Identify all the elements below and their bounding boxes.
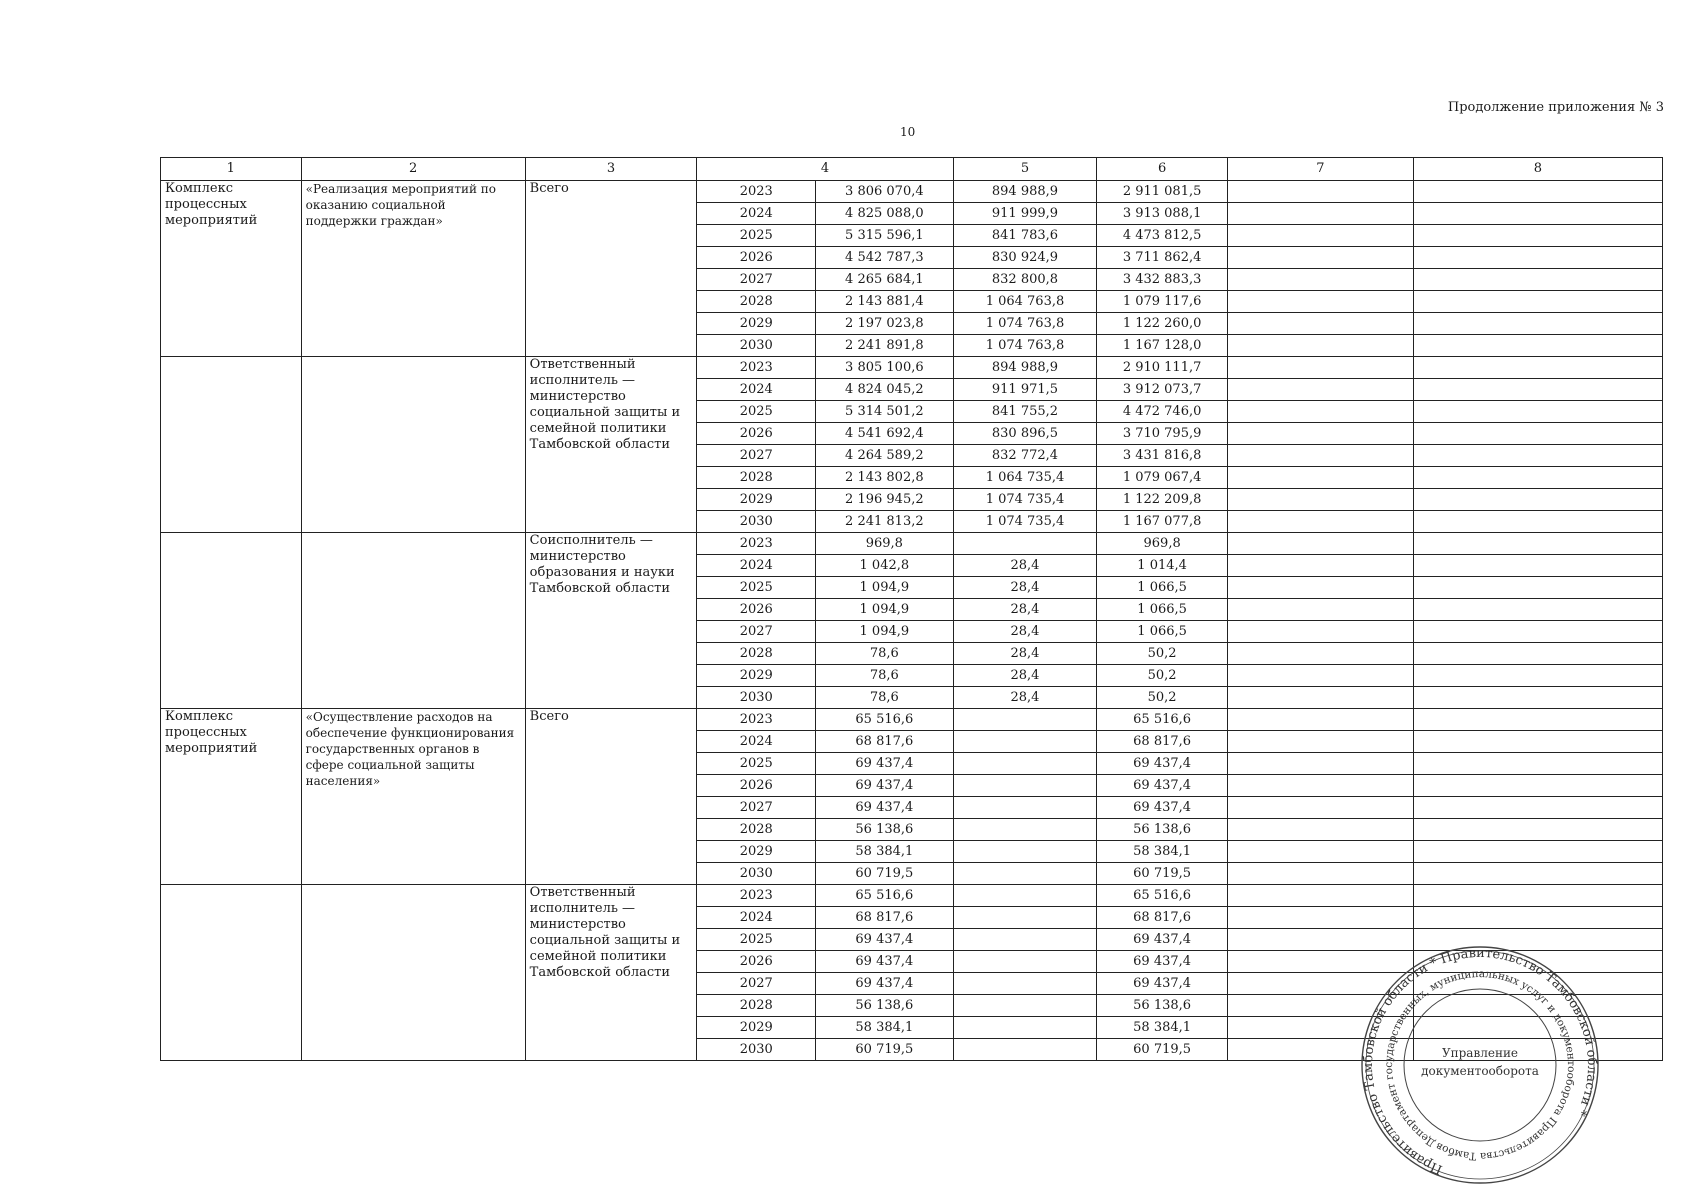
regional-budget-cell: 58 384,1 [1097, 841, 1228, 863]
year-cell: 2029 [697, 313, 816, 335]
total-cell: 69 437,4 [816, 929, 954, 951]
federal-budget-cell: 911 971,5 [953, 379, 1097, 401]
total-cell: 4 264 589,2 [816, 445, 954, 467]
column7-cell [1227, 181, 1413, 203]
federal-budget-cell: 28,4 [953, 599, 1097, 621]
column8-cell [1413, 797, 1662, 819]
column8-cell [1413, 511, 1662, 533]
federal-budget-cell [953, 1039, 1097, 1061]
year-cell: 2028 [697, 819, 816, 841]
column-header: 2 [301, 158, 525, 181]
column7-cell [1227, 555, 1413, 577]
year-cell: 2027 [697, 973, 816, 995]
federal-budget-cell: 911 999,9 [953, 203, 1097, 225]
total-cell: 65 516,6 [816, 885, 954, 907]
total-cell: 4 541 692,4 [816, 423, 954, 445]
column8-cell [1413, 379, 1662, 401]
year-cell: 2024 [697, 203, 816, 225]
column-header: 6 [1097, 158, 1228, 181]
total-cell: 69 437,4 [816, 951, 954, 973]
appendix-continuation-note: Продолжение приложения № 3 [1447, 100, 1664, 115]
total-cell: 68 817,6 [816, 731, 954, 753]
column8-cell [1413, 269, 1662, 291]
federal-budget-cell: 28,4 [953, 687, 1097, 709]
column8-cell [1413, 313, 1662, 335]
column7-cell [1227, 819, 1413, 841]
column7-cell [1227, 335, 1413, 357]
year-cell: 2028 [697, 643, 816, 665]
regional-budget-cell: 69 437,4 [1097, 951, 1228, 973]
column8-cell [1413, 335, 1662, 357]
executor-cell: Всего [525, 709, 697, 885]
column7-cell [1227, 379, 1413, 401]
total-cell: 4 825 088,0 [816, 203, 954, 225]
table-row [161, 181, 1663, 203]
regional-budget-cell: 1 066,5 [1097, 577, 1228, 599]
total-cell: 60 719,5 [816, 1039, 954, 1061]
column7-cell [1227, 203, 1413, 225]
column7-cell [1227, 643, 1413, 665]
program-name-cell: «Осуществление расходов на обеспечение функционирования государственных органов в сфере социальной защиты населения» [301, 709, 525, 885]
total-cell: 969,8 [816, 533, 954, 555]
total-cell: 1 094,9 [816, 599, 954, 621]
column-header: 1 [161, 158, 302, 181]
regional-budget-cell: 1 079 067,4 [1097, 467, 1228, 489]
column7-cell [1227, 247, 1413, 269]
federal-budget-cell: 841 783,6 [953, 225, 1097, 247]
column7-cell [1227, 841, 1413, 863]
regional-budget-cell: 1 066,5 [1097, 599, 1228, 621]
total-cell: 56 138,6 [816, 819, 954, 841]
column8-cell [1413, 731, 1662, 753]
year-cell: 2023 [697, 357, 816, 379]
year-cell: 2025 [697, 401, 816, 423]
total-cell: 65 516,6 [816, 709, 954, 731]
year-cell: 2030 [697, 1039, 816, 1061]
regional-budget-cell: 69 437,4 [1097, 753, 1228, 775]
column8-cell [1413, 577, 1662, 599]
total-cell: 78,6 [816, 665, 954, 687]
regional-budget-cell: 2 911 081,5 [1097, 181, 1228, 203]
regional-budget-cell: 1 122 260,0 [1097, 313, 1228, 335]
column7-cell [1227, 709, 1413, 731]
column7-cell [1227, 885, 1413, 907]
year-cell: 2029 [697, 489, 816, 511]
federal-budget-cell [953, 907, 1097, 929]
federal-budget-cell: 894 988,9 [953, 357, 1097, 379]
federal-budget-cell [953, 995, 1097, 1017]
regional-budget-cell: 65 516,6 [1097, 709, 1228, 731]
total-cell: 58 384,1 [816, 1017, 954, 1039]
column7-cell [1227, 467, 1413, 489]
table-row [161, 357, 1663, 379]
column7-cell [1227, 511, 1413, 533]
table-row [161, 533, 1663, 555]
regional-budget-cell: 50,2 [1097, 687, 1228, 709]
year-cell: 2027 [697, 445, 816, 467]
federal-budget-cell [953, 863, 1097, 885]
program-name-cell: «Реализация мероприятий по оказанию социальной поддержки граждан» [301, 181, 525, 357]
funding-table [160, 157, 1663, 1061]
program-type-cell [161, 885, 302, 1061]
stamp-ring-text: Департамент государственных, муниципальных услуг и документооборота Правительства Тамбовской [1382, 967, 1578, 1163]
column-header: 7 [1227, 158, 1413, 181]
regional-budget-cell: 1 066,5 [1097, 621, 1228, 643]
regional-budget-cell: 56 138,6 [1097, 819, 1228, 841]
year-cell: 2028 [697, 291, 816, 313]
federal-budget-cell [953, 819, 1097, 841]
column8-cell [1413, 445, 1662, 467]
regional-budget-cell: 3 432 883,3 [1097, 269, 1228, 291]
stamp-outer-text: Правительство Тамбовской области * Правительство Тамбовской области * [1360, 945, 1600, 1177]
regional-budget-cell: 1 167 128,0 [1097, 335, 1228, 357]
table-row [161, 885, 1663, 907]
federal-budget-cell: 28,4 [953, 643, 1097, 665]
year-cell: 2024 [697, 555, 816, 577]
total-cell: 69 437,4 [816, 753, 954, 775]
total-cell: 2 196 945,2 [816, 489, 954, 511]
federal-budget-cell: 1 074 735,4 [953, 489, 1097, 511]
column7-cell [1227, 753, 1413, 775]
regional-budget-cell: 68 817,6 [1097, 731, 1228, 753]
year-cell: 2023 [697, 181, 816, 203]
total-cell: 2 143 802,8 [816, 467, 954, 489]
column8-cell [1413, 621, 1662, 643]
column7-cell [1227, 313, 1413, 335]
regional-budget-cell: 50,2 [1097, 643, 1228, 665]
federal-budget-cell: 830 896,5 [953, 423, 1097, 445]
federal-budget-cell: 1 064 735,4 [953, 467, 1097, 489]
column7-cell [1227, 533, 1413, 555]
regional-budget-cell: 3 711 862,4 [1097, 247, 1228, 269]
year-cell: 2028 [697, 467, 816, 489]
federal-budget-cell: 1 074 763,8 [953, 313, 1097, 335]
year-cell: 2025 [697, 929, 816, 951]
column7-cell [1227, 445, 1413, 467]
year-cell: 2029 [697, 841, 816, 863]
total-cell: 1 042,8 [816, 555, 954, 577]
federal-budget-cell: 28,4 [953, 555, 1097, 577]
federal-budget-cell: 830 924,9 [953, 247, 1097, 269]
program-type-cell [161, 533, 302, 709]
column8-cell [1413, 357, 1662, 379]
year-cell: 2023 [697, 885, 816, 907]
federal-budget-cell [953, 533, 1097, 555]
total-cell: 5 314 501,2 [816, 401, 954, 423]
stamp-center-line2: документооборота [1421, 1064, 1539, 1078]
column8-cell [1413, 401, 1662, 423]
page-number: 10 [900, 125, 916, 139]
total-cell: 58 384,1 [816, 841, 954, 863]
year-cell: 2026 [697, 423, 816, 445]
regional-budget-cell: 1 122 209,8 [1097, 489, 1228, 511]
year-cell: 2027 [697, 797, 816, 819]
year-cell: 2026 [697, 599, 816, 621]
program-name-cell [301, 357, 525, 533]
regional-budget-cell: 1 014,4 [1097, 555, 1228, 577]
column8-cell [1413, 181, 1662, 203]
year-cell: 2026 [697, 775, 816, 797]
total-cell: 68 817,6 [816, 907, 954, 929]
year-cell: 2026 [697, 247, 816, 269]
year-cell: 2029 [697, 665, 816, 687]
table-row [161, 709, 1663, 731]
column-header: 3 [525, 158, 697, 181]
total-cell: 2 241 813,2 [816, 511, 954, 533]
stamp-center-line1: Управление [1441, 1046, 1519, 1060]
total-cell: 78,6 [816, 643, 954, 665]
total-cell: 2 241 891,8 [816, 335, 954, 357]
year-cell: 2030 [697, 863, 816, 885]
column7-cell [1227, 357, 1413, 379]
total-cell: 78,6 [816, 687, 954, 709]
total-cell: 69 437,4 [816, 797, 954, 819]
regional-budget-cell: 58 384,1 [1097, 1017, 1228, 1039]
program-name-cell [301, 885, 525, 1061]
column7-cell [1227, 775, 1413, 797]
regional-budget-cell: 3 913 088,1 [1097, 203, 1228, 225]
total-cell: 1 094,9 [816, 577, 954, 599]
column7-cell [1227, 687, 1413, 709]
federal-budget-cell [953, 731, 1097, 753]
column8-cell [1413, 907, 1662, 929]
federal-budget-cell: 28,4 [953, 665, 1097, 687]
column7-cell [1227, 621, 1413, 643]
regional-budget-cell: 4 473 812,5 [1097, 225, 1228, 247]
total-cell: 2 197 023,8 [816, 313, 954, 335]
column7-cell [1227, 797, 1413, 819]
column7-cell [1227, 423, 1413, 445]
federal-budget-cell [953, 775, 1097, 797]
official-stamp [1360, 945, 1600, 1185]
federal-budget-cell: 1 074 763,8 [953, 335, 1097, 357]
column7-cell [1227, 489, 1413, 511]
total-cell: 1 094,9 [816, 621, 954, 643]
year-cell: 2025 [697, 753, 816, 775]
total-cell: 5 315 596,1 [816, 225, 954, 247]
total-cell: 69 437,4 [816, 775, 954, 797]
regional-budget-cell: 1 079 117,6 [1097, 291, 1228, 313]
program-type-cell: Комплекс процессных мероприятий [161, 181, 302, 357]
column8-cell [1413, 709, 1662, 731]
column7-cell [1227, 269, 1413, 291]
table-body [161, 181, 1663, 1061]
regional-budget-cell: 65 516,6 [1097, 885, 1228, 907]
year-cell: 2024 [697, 379, 816, 401]
column-header: 8 [1413, 158, 1662, 181]
column8-cell [1413, 599, 1662, 621]
executor-cell: Всего [525, 181, 697, 357]
year-cell: 2024 [697, 731, 816, 753]
column7-cell [1227, 577, 1413, 599]
column7-cell [1227, 731, 1413, 753]
column8-cell [1413, 489, 1662, 511]
federal-budget-cell [953, 929, 1097, 951]
total-cell: 2 143 881,4 [816, 291, 954, 313]
federal-budget-cell [953, 709, 1097, 731]
regional-budget-cell: 3 912 073,7 [1097, 379, 1228, 401]
column8-cell [1413, 247, 1662, 269]
regional-budget-cell: 2 910 111,7 [1097, 357, 1228, 379]
federal-budget-cell: 1 074 735,4 [953, 511, 1097, 533]
regional-budget-cell: 969,8 [1097, 533, 1228, 555]
column8-cell [1413, 423, 1662, 445]
total-cell: 69 437,4 [816, 973, 954, 995]
regional-budget-cell: 3 710 795,9 [1097, 423, 1228, 445]
year-cell: 2024 [697, 907, 816, 929]
column8-cell [1413, 533, 1662, 555]
column8-cell [1413, 775, 1662, 797]
total-cell: 56 138,6 [816, 995, 954, 1017]
regional-budget-cell: 68 817,6 [1097, 907, 1228, 929]
year-cell: 2030 [697, 335, 816, 357]
federal-budget-cell: 28,4 [953, 577, 1097, 599]
column8-cell [1413, 203, 1662, 225]
regional-budget-cell: 1 167 077,8 [1097, 511, 1228, 533]
federal-budget-cell: 832 800,8 [953, 269, 1097, 291]
regional-budget-cell: 69 437,4 [1097, 929, 1228, 951]
year-cell: 2026 [697, 951, 816, 973]
year-cell: 2029 [697, 1017, 816, 1039]
regional-budget-cell: 60 719,5 [1097, 863, 1228, 885]
regional-budget-cell: 69 437,4 [1097, 797, 1228, 819]
federal-budget-cell [953, 1017, 1097, 1039]
executor-cell: Ответственный исполнитель — министерство социальной защиты и семейной политики Тамбовской области [525, 885, 697, 1061]
regional-budget-cell: 4 472 746,0 [1097, 401, 1228, 423]
federal-budget-cell: 28,4 [953, 621, 1097, 643]
total-cell: 60 719,5 [816, 863, 954, 885]
federal-budget-cell [953, 951, 1097, 973]
executor-cell: Ответственный исполнитель — министерство социальной защиты и семейной политики Тамбовской области [525, 357, 697, 533]
federal-budget-cell: 841 755,2 [953, 401, 1097, 423]
federal-budget-cell [953, 797, 1097, 819]
regional-budget-cell: 56 138,6 [1097, 995, 1228, 1017]
federal-budget-cell [953, 885, 1097, 907]
total-cell: 3 805 100,6 [816, 357, 954, 379]
executor-cell: Соисполнитель — министерство образования и науки Тамбовской области [525, 533, 697, 709]
regional-budget-cell: 69 437,4 [1097, 973, 1228, 995]
regional-budget-cell: 50,2 [1097, 665, 1228, 687]
column8-cell [1413, 467, 1662, 489]
column7-cell [1227, 599, 1413, 621]
column8-cell [1413, 687, 1662, 709]
column7-cell [1227, 863, 1413, 885]
column8-cell [1413, 841, 1662, 863]
year-cell: 2025 [697, 577, 816, 599]
regional-budget-cell: 60 719,5 [1097, 1039, 1228, 1061]
year-cell: 2025 [697, 225, 816, 247]
federal-budget-cell [953, 841, 1097, 863]
year-cell: 2030 [697, 687, 816, 709]
column7-cell [1227, 225, 1413, 247]
total-cell: 3 806 070,4 [816, 181, 954, 203]
column7-cell [1227, 907, 1413, 929]
column8-cell [1413, 885, 1662, 907]
year-cell: 2023 [697, 709, 816, 731]
column8-cell [1413, 555, 1662, 577]
column-header: 5 [953, 158, 1097, 181]
program-type-cell: Комплекс процессных мероприятий [161, 709, 302, 885]
year-cell: 2030 [697, 511, 816, 533]
column7-cell [1227, 665, 1413, 687]
column8-cell [1413, 665, 1662, 687]
column8-cell [1413, 225, 1662, 247]
regional-budget-cell: 3 431 816,8 [1097, 445, 1228, 467]
column7-cell [1227, 401, 1413, 423]
column8-cell [1413, 753, 1662, 775]
total-cell: 4 824 045,2 [816, 379, 954, 401]
year-cell: 2028 [697, 995, 816, 1017]
federal-budget-cell [953, 753, 1097, 775]
federal-budget-cell: 1 064 763,8 [953, 291, 1097, 313]
column8-cell [1413, 643, 1662, 665]
total-cell: 4 265 684,1 [816, 269, 954, 291]
federal-budget-cell [953, 973, 1097, 995]
year-cell: 2023 [697, 533, 816, 555]
column-header: 4 [697, 158, 953, 181]
regional-budget-cell: 69 437,4 [1097, 775, 1228, 797]
column8-cell [1413, 291, 1662, 313]
program-name-cell [301, 533, 525, 709]
column-number-row [161, 158, 1663, 181]
column8-cell [1413, 863, 1662, 885]
year-cell: 2027 [697, 621, 816, 643]
program-type-cell [161, 357, 302, 533]
column7-cell [1227, 291, 1413, 313]
total-cell: 4 542 787,3 [816, 247, 954, 269]
year-cell: 2027 [697, 269, 816, 291]
federal-budget-cell: 894 988,9 [953, 181, 1097, 203]
federal-budget-cell: 832 772,4 [953, 445, 1097, 467]
column8-cell [1413, 819, 1662, 841]
